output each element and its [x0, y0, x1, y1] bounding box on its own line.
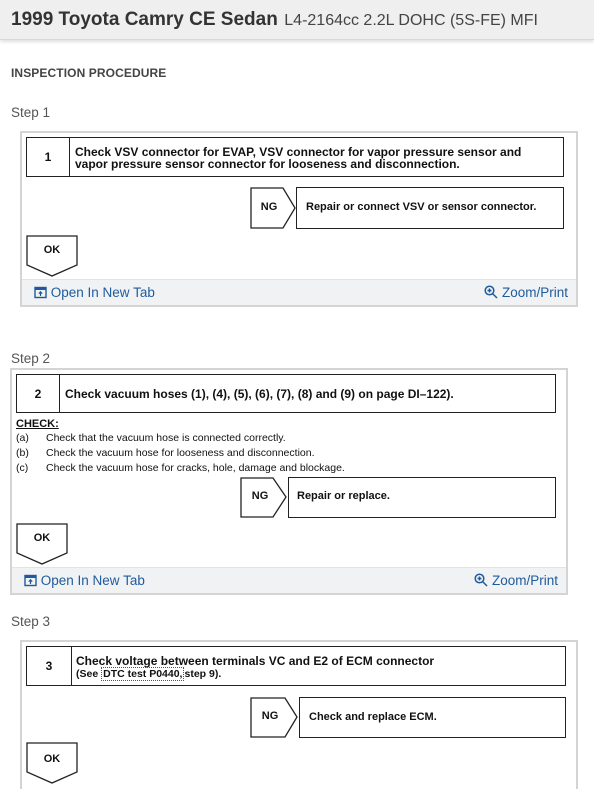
open-new-tab-icon	[24, 574, 37, 587]
step-3-see-line	[76, 668, 221, 680]
step-1-ok-shape	[26, 235, 78, 277]
step-1-check-line2: vapor pressure sensor connector for looseness and disconnection.	[75, 157, 460, 171]
step-3-ng-result: Check and replace ECM.	[309, 711, 437, 723]
step-3-label: Step 3	[11, 614, 51, 629]
step-2-item-c-mark: (c)	[16, 462, 29, 474]
open-new-tab-icon	[34, 286, 47, 299]
step-3-dtc-link[interactable]: DTC test P0440,	[103, 668, 183, 680]
step-3-check-line1: Check voltage between terminals VC and E2 of ECM connector	[76, 654, 435, 668]
step-3-check-box	[26, 646, 566, 686]
step-1-open-new-tab-link[interactable]	[34, 285, 155, 300]
step-1-label: Step 1	[11, 105, 51, 120]
step-3-ng-result-box	[299, 697, 566, 738]
zoom-in-icon	[484, 285, 498, 299]
zoom-in-icon	[474, 573, 488, 587]
step-2-ng-result: Repair or replace.	[297, 490, 390, 502]
step-2-item-b-mark: (b)	[16, 447, 29, 459]
step-2-check-line1: Check vacuum hoses (1), (4), (5), (6), (7), (8) and (9) on page DI–122).	[65, 387, 454, 401]
step-2-item-b-text: Check the vacuum hose for looseness and disconnection.	[46, 447, 315, 459]
step-1-number: 1	[44, 150, 52, 164]
step-3-see-suffix: step 9).	[184, 668, 222, 680]
step-3-number: 3	[45, 659, 53, 673]
step-3-see-prefix: (See	[76, 668, 99, 680]
step-1-ng-result-box	[296, 187, 564, 229]
step-2-zoom-print-label: Zoom/Print	[491, 573, 558, 588]
step-1-ng-result: Repair or connect VSV or sensor connector.	[306, 201, 537, 213]
step-2-check-box	[16, 374, 556, 413]
step-1-zoom-print-label: Zoom/Print	[501, 285, 568, 300]
step-2-number: 2	[34, 387, 42, 401]
step-2-open-new-tab-link[interactable]	[24, 573, 145, 588]
step-1-ng-label: NG	[260, 201, 278, 213]
step-1-check-box	[26, 137, 564, 177]
step-2-item-c-text: Check the vacuum hose for cracks, hole, damage and blockage.	[46, 462, 345, 474]
step-2-ok-label: OK	[33, 532, 51, 544]
step-1-open-new-tab-label: Open In New Tab	[50, 285, 155, 300]
step-3-ok-label: OK	[43, 753, 61, 765]
step-1-figure	[20, 131, 578, 307]
step-1-figure-footer	[22, 279, 576, 305]
step-2-item-a-text: Check that the vacuum hose is connected correctly.	[46, 432, 286, 444]
step-2-label: Step 2	[11, 351, 51, 366]
section-title: INSPECTION PROCEDURE	[11, 66, 167, 80]
step-2-figure-footer	[12, 567, 566, 593]
step-3-figure	[20, 640, 578, 789]
page-header	[0, 0, 594, 40]
step-2-ok-shape	[16, 523, 68, 565]
step-2-figure	[10, 368, 568, 595]
step-2-check-heading: CHECK:	[16, 418, 59, 430]
step-1-check-line1: Check VSV connector for EVAP, VSV connector for vapor pressure sensor and	[75, 145, 522, 159]
step-3-ng-label: NG	[261, 710, 279, 722]
step-2-ng-result-box	[288, 477, 556, 518]
engine-subtitle: L4-2164cc 2.2L DOHC (5S-FE) MFI	[284, 12, 538, 29]
step-2-ng-label: NG	[251, 490, 269, 502]
step-1-zoom-print-link[interactable]	[484, 285, 568, 300]
step-2-open-new-tab-label: Open In New Tab	[40, 573, 145, 588]
step-2-zoom-print-link[interactable]	[474, 573, 558, 588]
step-1-ok-label: OK	[43, 244, 61, 256]
vehicle-title: 1999 Toyota Camry CE Sedan	[11, 9, 278, 30]
step-2-item-a-mark: (a)	[16, 432, 29, 444]
